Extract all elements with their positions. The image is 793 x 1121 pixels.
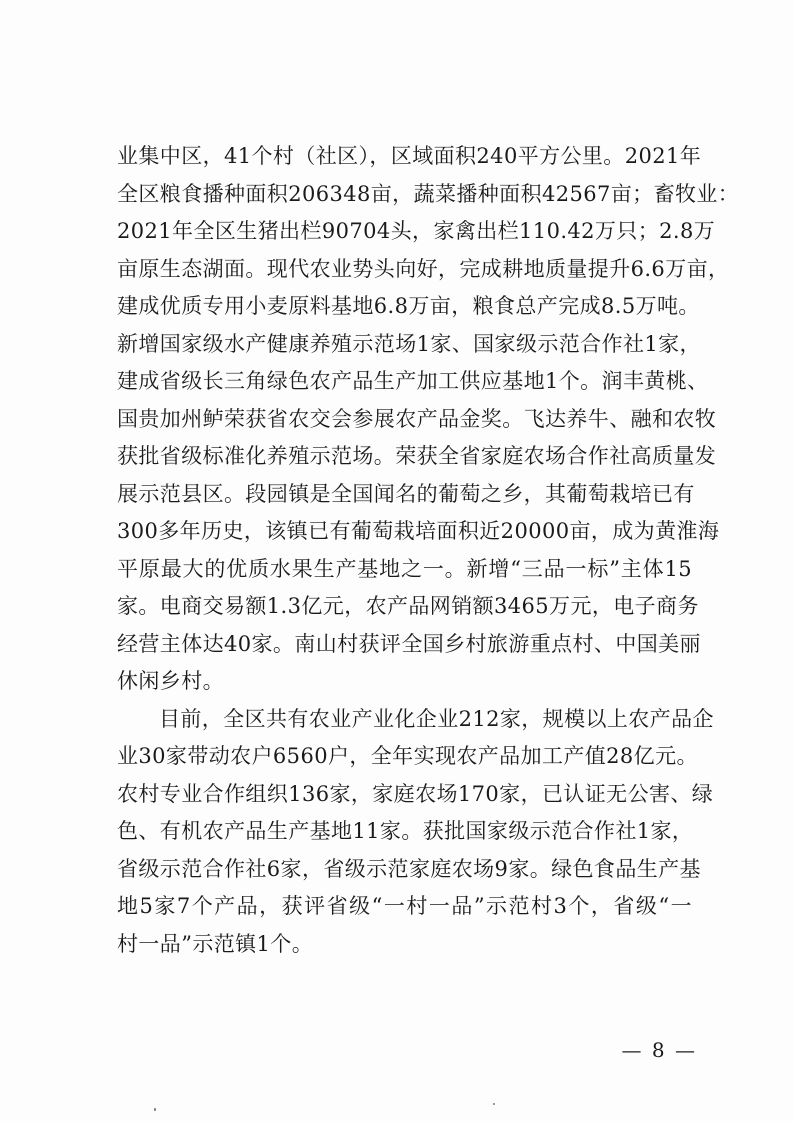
text-line: 全区粮食播种面积206348亩，蔬菜播种面积42567亩；畜牧业： [117, 181, 740, 206]
scan-speck [154, 1108, 156, 1111]
text-line: 色、有机农产品生产基地11家。获批国家级示范合作社1家， [117, 819, 694, 843]
text-line: 亩原生态湖面。现代农业势头向好，完成耕地质量提升6.6万亩， [117, 256, 730, 281]
text-line: 获批省级标准化养殖示范场。荣获全省家庭农场合作社高质量发 [117, 444, 717, 468]
text-line: 业30家带动农户6560户，全年实现农产品加工产值28亿元。 [117, 744, 698, 768]
text-line: 农村专业合作组织136家，家庭农场170家，已认证无公害、绿 [117, 781, 714, 806]
paragraph-2 [117, 701, 714, 964]
body-text [117, 138, 740, 963]
text-line: 村一品”示范镇1个。 [117, 931, 314, 956]
text-line: 建成省级长三角绿色农产品生产加工供应基地1个。润丰黄桃、 [117, 369, 709, 393]
text-line: 2021年全区生猪出栏90704头，家禽出栏110.42万只；2.8万 [117, 219, 716, 243]
text-line: 平原最大的优质水果生产基地之一。新增“三品一标”主体15 [117, 556, 692, 581]
text-line: 地5家7个产品，获评省级“一村一品”示范村3个，省级“一 [117, 894, 692, 918]
text-line: 业集中区，41个村（社区），区域面积240平方公里。2021年 [117, 144, 702, 168]
scan-speck [493, 1103, 495, 1105]
text-line: 建成优质专用小麦原料基地6.8万亩，粮食总产完成8.5万吨。 [117, 294, 700, 318]
page-number: — 8 — [621, 1038, 697, 1062]
text-line: 省级示范合作社6家，省级示范家庭农场9家。绿色食品生产基 [117, 856, 701, 881]
text-line: 新增国家级水产健康养殖示范场1家、国家级示范合作社1家， [117, 331, 701, 356]
paragraph-1 [117, 138, 740, 701]
text-line: 休闲乡村。 [117, 669, 224, 693]
text-line: 展示范县区。段园镇是全国闻名的葡萄之乡，其葡萄栽培已有 [117, 481, 695, 506]
text-line: 经营主体达40家。南山村获评全国乡村旅游重点村、中国美丽 [117, 631, 701, 656]
text-line: 家。电商交易额1.3亿元，农产品网销额3465万元，电子商务 [117, 594, 699, 618]
text-line: 目前，全区共有农业产业化企业212家，规模以上农产品企 [159, 706, 714, 731]
text-line: 国贵加州鲈荣获省农交会参展农产品金奖。飞达养牛、融和农牧 [117, 406, 717, 431]
text-line: 300多年历史，该镇已有葡萄栽培面积近20000亩，成为黄淮海 [117, 519, 720, 543]
